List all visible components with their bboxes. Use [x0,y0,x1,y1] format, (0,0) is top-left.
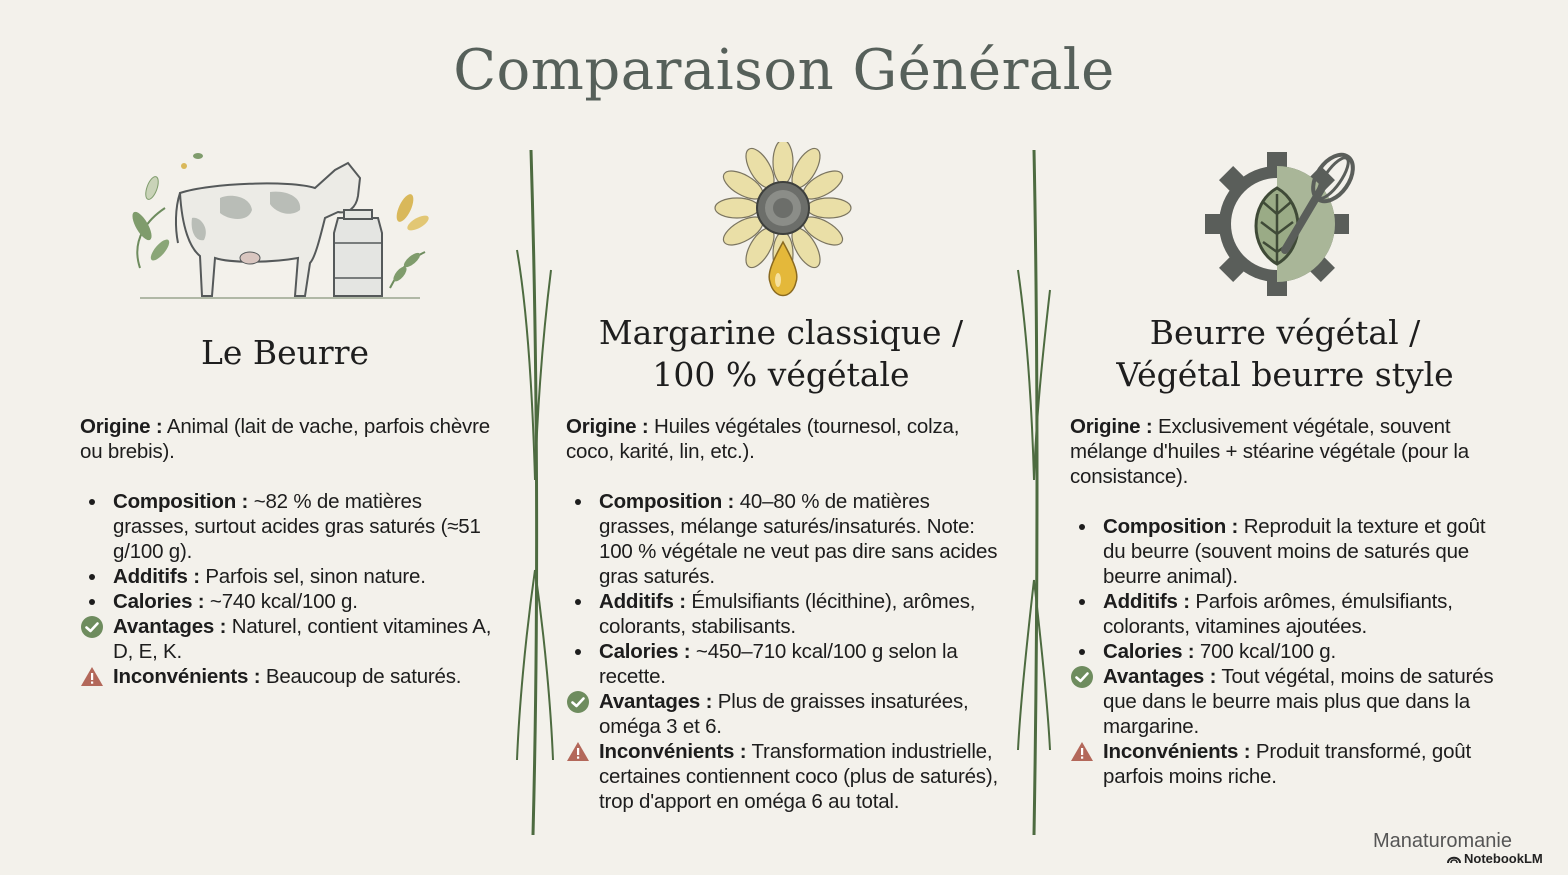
warning-triangle-icon [80,665,104,689]
notebooklm-label: NotebookLM [1464,851,1543,866]
column-body-beurre-vegetal [1070,414,1510,789]
list-item: Composition : Reproduit la texture et goût du beurre (souvent moins de saturés que beurre animal). [1070,514,1510,589]
bullet-icon [80,590,104,614]
list-item: Avantages : Tout végétal, moins de saturés que dans le beurre mais plus que dans la margarine. [1070,664,1510,739]
bullet-icon [80,565,104,589]
list-item: Inconvénients : Beaucoup de saturés. [80,664,500,689]
list-item: Calories : ~740 kcal/100 g. [80,589,500,614]
origin-value: Animal (lait de vache, parfois chèvre ou brebis). [80,415,490,463]
stem-divider-left [515,150,555,835]
list-item: Avantages : Naturel, contient vitamines A, D, E, K. [80,614,500,664]
column-title-line: Beurre végétal / [1149,313,1421,352]
list-item: Additifs : Parfois arômes, émulsifiants, colorants, vitamines ajoutées. [1070,589,1510,639]
notebooklm-logo-icon [1447,853,1461,864]
origin-value: Exclusivement végétale, souvent mélange d'huiles + stéarine végétale (pour la consistance). [1070,415,1469,488]
origin-text [566,414,1006,464]
cow-milk-can-icon [120,148,440,303]
origin-label: Origine : [566,415,649,438]
list-item: Calories : ~450–710 kcal/100 g selon la recette. [566,639,1006,689]
page-title: Comparaison Générale [453,38,1115,103]
warning-triangle-icon [566,740,590,764]
bullet-icon [566,640,590,664]
list-item: Additifs : Émulsifiants (lécithine), arômes, colorants, stabilisants. [566,589,1006,639]
list-item: Composition : ~82 % de matières grasses, surtout acides gras saturés (≈51 g/100 g). [80,489,500,564]
check-circle-icon [1070,665,1094,689]
list-item: Inconvénients : Transformation industrielle, certaines contiennent coco (plus de saturés), trop d'apport en oméga 6 au total. [566,739,1006,814]
origin-value: Huiles végétales (tournesol, colza, coco, karité, lin, etc.). [566,415,960,463]
gear-leaf-whisk-icon [1205,150,1360,298]
column-body-margarine [566,414,1006,814]
origin-label: Origine : [1070,415,1153,438]
origin-label: Origine : [80,415,163,438]
column-title-line: Végétal beurre style [1116,355,1454,394]
column-body-beurre [80,414,500,689]
feature-list [566,489,1006,814]
bullet-icon [566,490,590,514]
warning-triangle-icon [1070,740,1094,764]
column-title-line: Margarine classique / [598,313,964,352]
column-title-beurre [80,332,490,374]
check-circle-icon [80,615,104,639]
column-title-beurre-vegetal [1070,312,1500,396]
bullet-icon [1070,590,1094,614]
column-title-line: 100 % végétale [652,355,910,394]
origin-text [80,414,500,464]
bullet-icon [1070,640,1094,664]
list-item: Calories : 700 kcal/100 g. [1070,639,1510,664]
brand-watermark: Manaturomanie [1373,830,1512,852]
bullet-icon [1070,515,1094,539]
column-title-line: Le Beurre [200,333,370,372]
sunflower-oil-drop-icon [712,142,854,302]
list-item: Avantages : Plus de graisses insaturées, oméga 3 et 6. [566,689,1006,739]
list-item: Composition : 40–80 % de matières grasses, mélange saturés/insaturés. Note: 100 % végétale ne veut pas dire sans acides gras saturés. [566,489,1006,589]
check-circle-icon [566,690,590,714]
bullet-icon [566,590,590,614]
origin-text [1070,414,1510,489]
feature-list [80,489,500,689]
feature-list [1070,514,1510,789]
stem-divider-right [1014,150,1054,835]
bullet-icon [80,490,104,514]
notebooklm-badge [1447,851,1543,866]
column-title-margarine [566,312,996,396]
list-item: Additifs : Parfois sel, sinon nature. [80,564,500,589]
list-item: Inconvénients : Produit transformé, goût parfois moins riche. [1070,739,1510,789]
